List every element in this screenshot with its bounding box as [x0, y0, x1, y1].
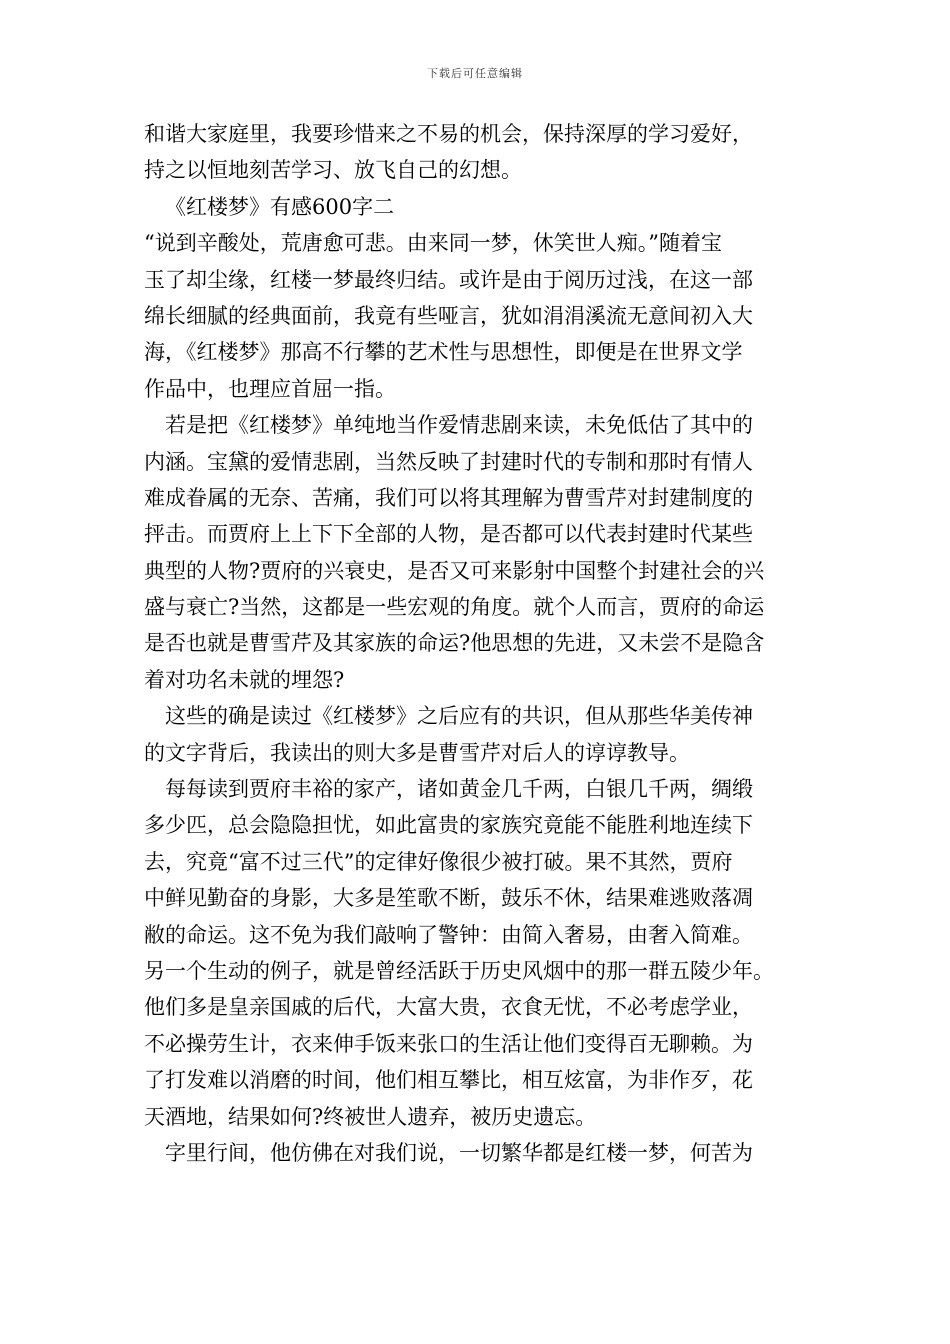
text-line: 了打发难以消磨的时间，他们相互攀比，相互炫富，为非作歹，花	[144, 1068, 753, 1093]
text-line: 这些的确是读过《红楼梦》之后应有的共识，但从那些华美传神	[165, 704, 753, 729]
text-line: 若是把《红楼梦》单纯地当作爱情悲剧来读，未免低估了其中的	[165, 413, 753, 438]
text-line: 他们多是皇亲国戚的后代，大富大贵，衣食无忧，不必考虑学业，	[144, 995, 753, 1020]
text-line: “说到辛酸处，荒唐愈可悲。由来同一梦，休笑世人痴。”随着宝	[144, 231, 722, 256]
page-header: 下载后可任意编辑	[427, 67, 523, 80]
text-line: 玉了却尘缘，红楼一梦最终归结。或许是由于阅历过浅，在这一部	[144, 267, 753, 292]
text-line: 持之以恒地刻苦学习、放飞自己的幻想。	[144, 158, 522, 183]
text-line: 另一个生动的例子，就是曾经活跃于历史风烟中的那一群五陵少年。	[144, 958, 774, 983]
text-line: 和谐大家庭里，我要珍惜来之不易的机会，保持深厚的学习爱好，	[144, 122, 753, 146]
text-line: 绵长细腻的经典面前，我竟有些哑言，犹如涓涓溪流无意间初入大	[144, 303, 753, 328]
text-line: 字里行间，他仿佛在对我们说，一切繁华都是红楼一梦，何苦为	[165, 1140, 753, 1165]
text-line: 不必操劳生计，衣来伸手饭来张口的生活让他们变得百无聊赖。为	[144, 1031, 753, 1056]
text-line: 典型的人物?贾府的兴衰史，是否又可来影射中国整个封建社会的兴	[144, 558, 765, 583]
text-line: 《红楼梦》有感600字二	[165, 194, 395, 219]
text-line: 内涵。宝黛的爱情悲剧，当然反映了封建时代的专制和那时有情人	[144, 449, 753, 474]
text-line: 着对功名未就的埋怨?	[144, 667, 345, 692]
text-line: 抨击。而贾府上上下下全部的人物，是否都可以代表封建时代某些	[144, 522, 753, 547]
text-line: 每每读到贾府丰裕的家产，诸如黄金几千两，白银几千两，绸缎	[165, 777, 753, 802]
text-line: 去，究竟“富不过三代”的定律好像很少被打破。果不其然，贾府	[144, 849, 733, 874]
text-line: 盛与衰亡?当然，这都是一些宏观的角度。就个人而言，贾府的命运	[144, 595, 765, 620]
text-line: 敝的命运。这不免为我们敲响了警钟：由简入奢易，由奢入简难。	[144, 922, 753, 947]
document-body	[144, 116, 814, 1171]
text-line: 中鲜见勤奋的身影，大多是笙歌不断，鼓乐不休，结果难逃败落凋	[144, 886, 753, 911]
text-line: 的文字背后，我读出的则大多是曹雪芹对后人的谆谆教导。	[144, 740, 690, 765]
text-line: 多少匹，总会隐隐担忧，如此富贵的家族究竟能不能胜利地连续下	[144, 813, 753, 838]
text-line: 天酒地，结果如何?终被世人遗弃，被历史遗忘。	[144, 1104, 597, 1129]
text-line: 难成眷属的无奈、苦痛，我们可以将其理解为曹雪芹对封建制度的	[144, 485, 753, 510]
text-line: 海，《红楼梦》那高不行攀的艺术性与思想性，即便是在世界文学	[144, 340, 743, 365]
text-line: 作品中，也理应首屈一指。	[144, 376, 396, 401]
text-line: 是否也就是曹雪芹及其家族的命运?他思想的先进，又未尝不是隐含	[144, 631, 765, 656]
